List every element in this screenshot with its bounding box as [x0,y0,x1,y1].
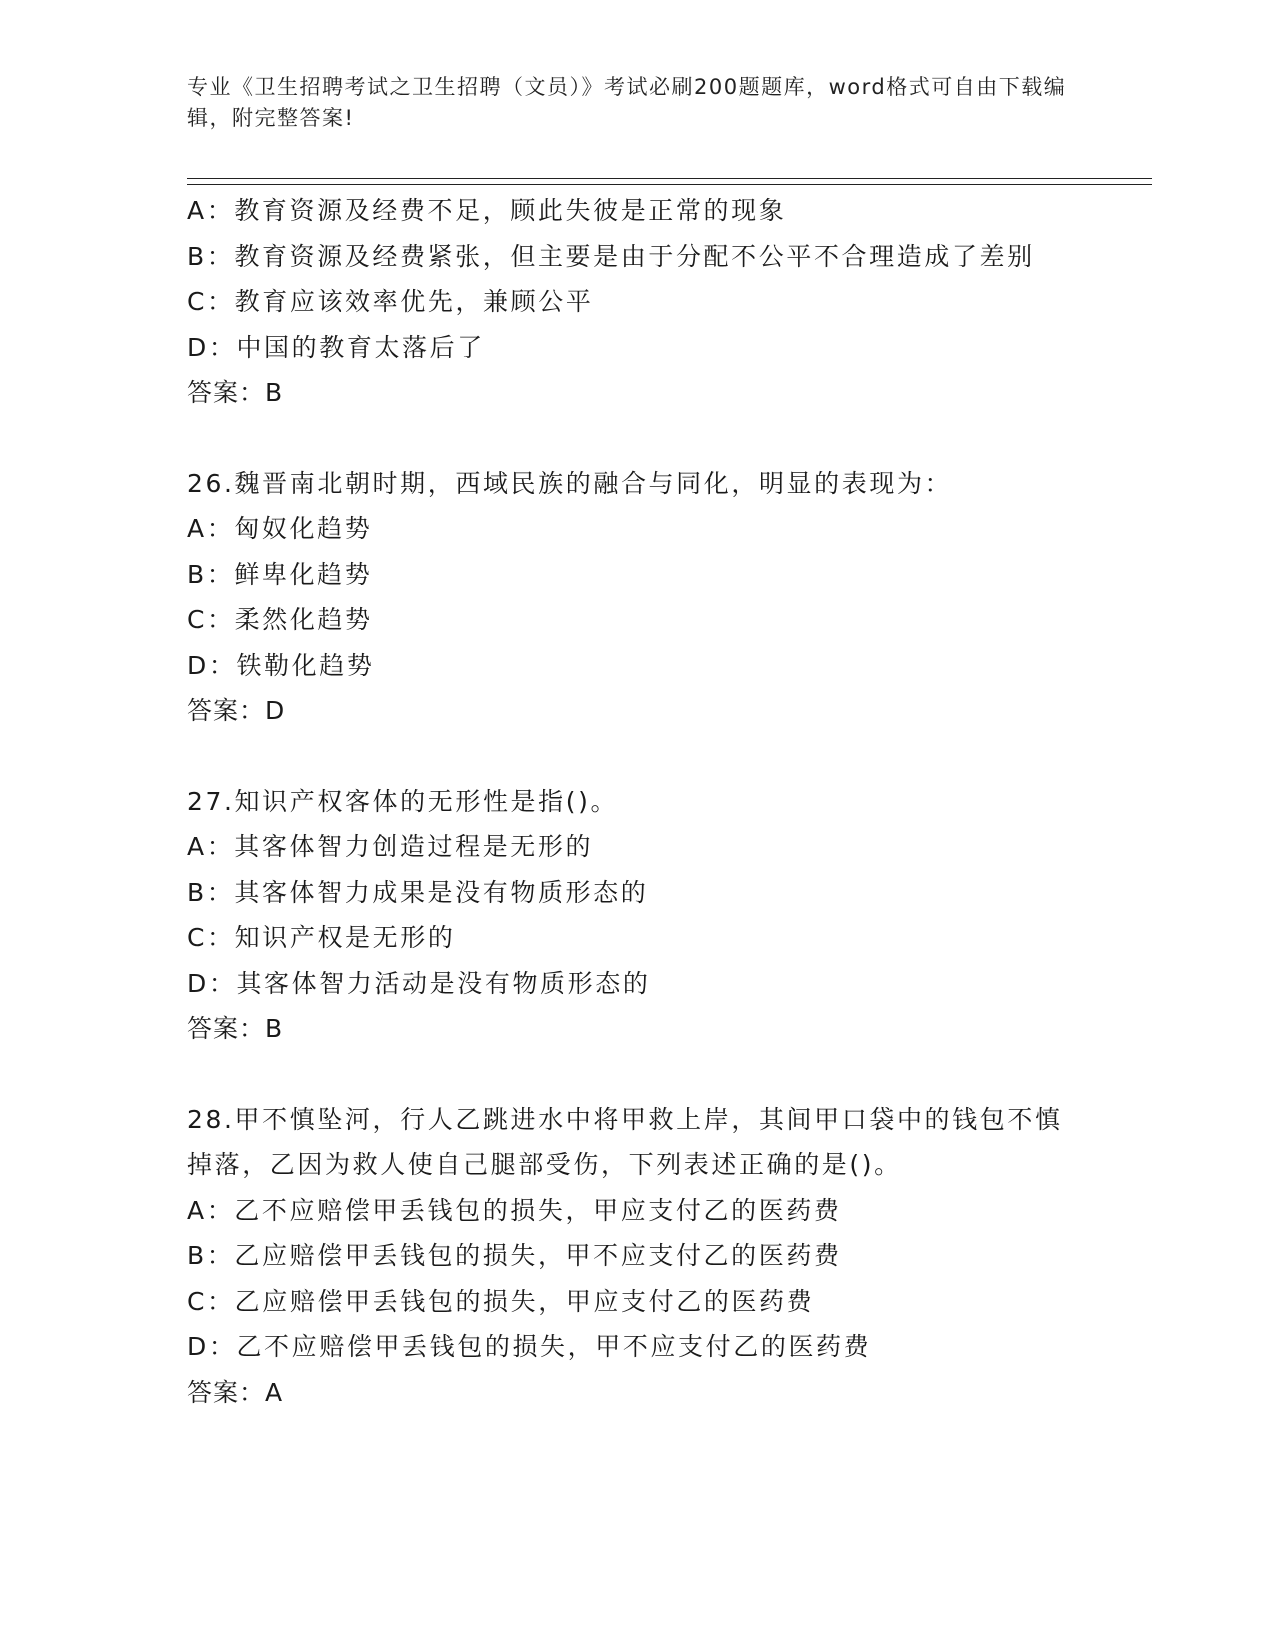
question-27 [187,779,1147,1052]
question-26 [187,461,1147,734]
option-c: C：乙应赔偿甲丢钱包的损失，甲应支付乙的医药费 [187,1286,815,1316]
option-a: A：教育资源及经费不足，顾此失彼是正常的现象 [187,196,787,225]
option-c: C：柔然化趋势 [187,605,373,634]
answer-line: 答案：A [187,1377,284,1407]
page-header: 专业《卫生招聘考试之卫生招聘（文员）》考试必刷200题题库，word格式可自由下载编辑，附完整答案! [187,75,1067,130]
option-d: D：乙不应赔偿甲丢钱包的损失，甲不应支付乙的医药费 [187,1332,872,1361]
option-b: B：乙应赔偿甲丢钱包的损失，甲不应支付乙的医药费 [187,1241,842,1270]
option-c: C：知识产权是无形的 [187,923,456,952]
answer-line: 答案：D [187,696,286,725]
option-a: A：乙不应赔偿甲丢钱包的损失，甲应支付乙的医药费 [187,1195,842,1225]
option-c: C：教育应该效率优先，兼顾公平 [187,287,594,316]
option-d: D：铁勒化趋势 [187,650,375,680]
option-a: A：其客体智力创造过程是无形的 [187,832,594,861]
question-stem: 27.知识产权客体的无形性是指()。 [187,786,619,816]
option-b: B：鲜卑化趋势 [187,559,373,589]
option-d: D：中国的教育太落后了 [187,332,485,362]
question-stem: 28.甲不慎坠河，行人乙跳进水中将甲救上岸，其间甲口袋中的钱包不慎掉落，乙因为救人使自己腿部受伤，下列表述正确的是()。 [187,1104,1063,1179]
option-b: B：其客体智力成果是没有物质形态的 [187,877,649,907]
answer-line: 答案：B [187,378,284,407]
question-28 [187,1097,1147,1416]
header-divider [187,178,1152,185]
question-stem: 26.魏晋南北朝时期，西域民族的融合与同化，明显的表现为： [187,468,953,498]
answer-line: 答案：B [187,1014,284,1043]
prev-question-block [187,188,1147,416]
option-a: A：匈奴化趋势 [187,514,373,543]
question-content [187,188,1147,1415]
option-d: D：其客体智力活动是没有物质形态的 [187,968,651,998]
option-b: B：教育资源及经费紧张，但主要是由于分配不公平不合理造成了差别 [187,241,1035,271]
